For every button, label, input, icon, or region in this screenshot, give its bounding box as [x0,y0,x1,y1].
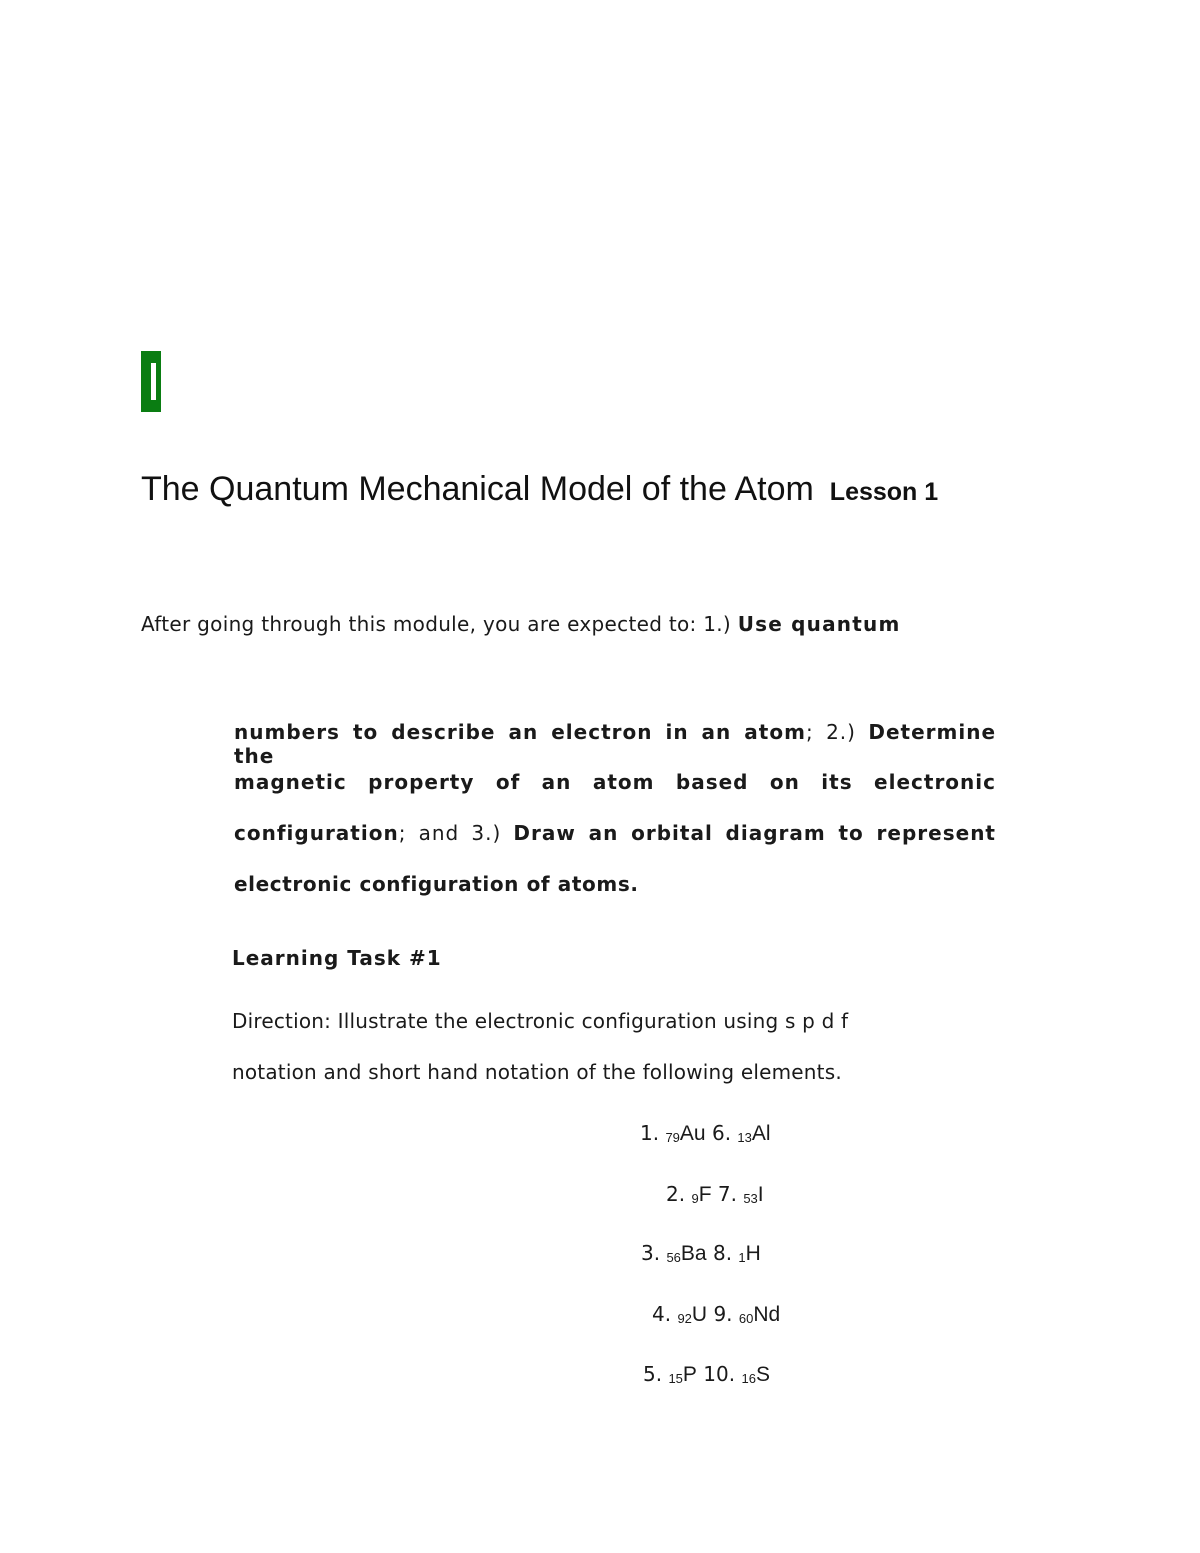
element-symbol: Al [751,1122,771,1145]
element-row-2 [666,1182,764,1207]
objective-2-bold: Determine the [234,720,997,768]
item-number: 6. [711,1121,732,1145]
item-number: 9. [713,1302,733,1326]
objective-1-rest: ; 2.) [805,720,856,744]
learning-task-title: Learning Task #1 [232,946,442,970]
item-number: 2. [666,1182,686,1206]
item-number: 5. [643,1362,663,1386]
objective-line-2: magnetic property of an atom based on its electronic [234,770,996,794]
element-row-5 [643,1362,770,1387]
item-number: 3. [641,1241,661,1265]
element-symbol: S [755,1363,770,1386]
objective-line-3 [234,821,996,845]
objective-4-bold: Draw an orbital diagram to represent [513,821,996,845]
element-symbol: I [757,1183,764,1206]
element-symbol: Nd [753,1303,781,1326]
intro-lead: After going through this module, you are expected to: 1.) [141,612,732,636]
item-number: 1. [640,1121,660,1145]
element-row-1 [640,1121,771,1146]
objective-line-4: electronic configuration of atoms. [234,872,639,896]
page-title [141,470,938,509]
element-symbol: U [691,1303,708,1326]
element-symbol: F [698,1183,712,1206]
item-number: 4. [652,1302,672,1326]
objective-line-1 [234,720,996,768]
item-number: 8. [712,1241,733,1265]
atomic-number: 92 [677,1311,692,1326]
bookmark-inner [151,363,156,400]
atomic-number: 15 [668,1371,683,1386]
item-number: 10. [703,1362,736,1386]
direction-line-2: notation and short hand notation of the following elements. [232,1060,842,1084]
atomic-number: 16 [741,1371,756,1386]
atomic-number: 56 [666,1250,681,1265]
title-text: The Quantum Mechanical Model of the Atom [141,470,814,508]
atomic-number: 13 [737,1130,752,1145]
green-bookmark-icon [141,351,161,412]
atomic-number: 9 [691,1191,699,1206]
atomic-number: 60 [738,1311,754,1326]
intro-line [141,612,901,636]
objective-1-bold: numbers to describe an electron in an atom [234,720,806,744]
element-symbol: H [745,1242,761,1265]
atomic-number: 1 [738,1250,746,1265]
element-row-3 [641,1241,761,1266]
direction-line-1: Direction: Illustrate the electronic configuration using s p d f [232,1009,849,1033]
element-symbol: Au [679,1122,706,1145]
element-symbol: P [682,1363,697,1386]
element-symbol: Ba [680,1242,707,1265]
atomic-number: 53 [743,1191,758,1206]
intro-bold: Use quantum [737,612,901,636]
atomic-number: 79 [665,1130,680,1145]
lesson-label: Lesson 1 [829,478,939,506]
objective-3-rest: ; and 3.) [398,821,502,845]
element-row-4 [652,1302,780,1327]
objective-3-bold: configuration [234,821,399,845]
item-number: 7. [717,1182,737,1206]
